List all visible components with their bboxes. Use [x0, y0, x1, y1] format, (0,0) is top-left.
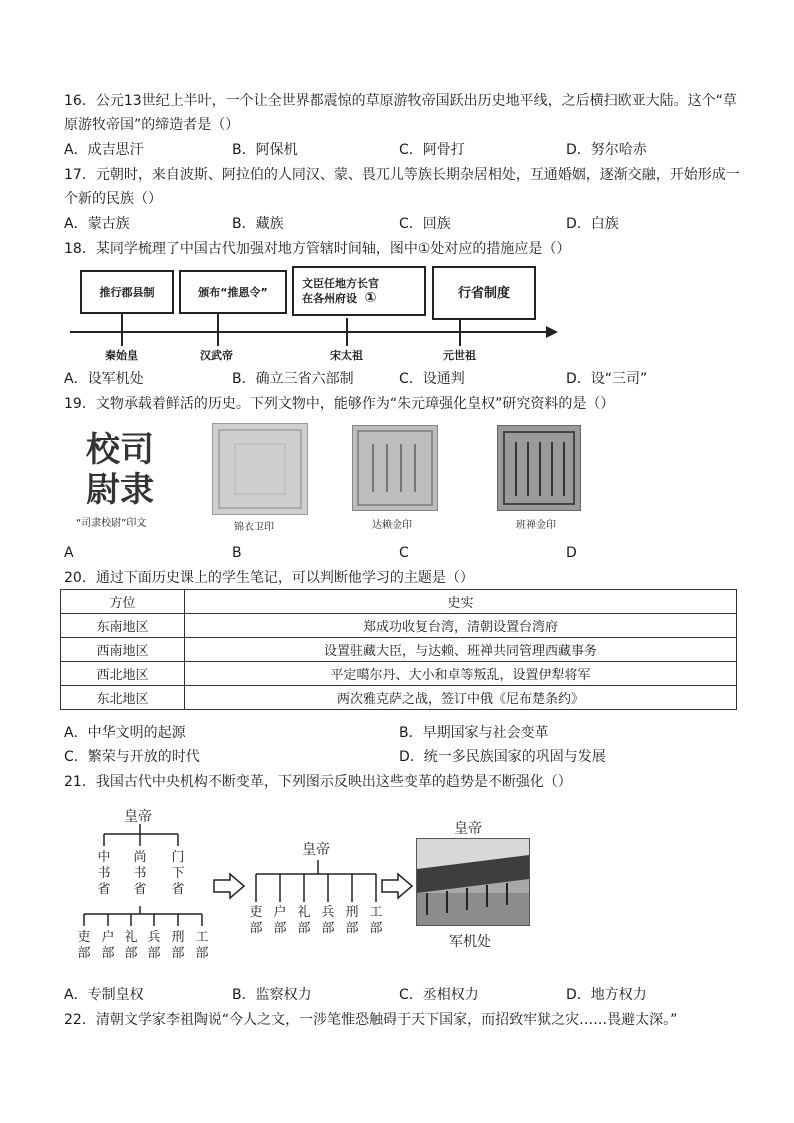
q18-option-d: D．设“三司” [566, 371, 648, 387]
q19-stem: 19．文物承载着鲜活的历史。下列文物中，能够作为“朱元璋强化皇权”研究资料的是（） [64, 396, 615, 412]
q16-option-c: C．阿骨打 [399, 142, 465, 158]
bu-lii-mid: 礼部 [297, 905, 311, 936]
caption-b: 锦衣卫印 [234, 522, 274, 533]
cell-fact: 郑成功收复台湾，清朝设置台湾府 [185, 614, 737, 638]
notes-table [60, 589, 737, 710]
caption-c: 达赖金印 [372, 520, 412, 531]
junjichu-label: 军机处 [449, 934, 491, 950]
diagram-lines [60, 800, 740, 980]
cell-direction: 东北地区 [61, 686, 185, 710]
timeline-label-yuan: 元世祖 [443, 349, 476, 362]
q18-stem: 18．某同学梳理了中国古代加强对地方管辖时间轴，图中①处对应的措施应是（） [64, 241, 571, 257]
svg-text:尉隶: 尉隶 [86, 470, 154, 509]
sheng-menxia: 门下省 [171, 850, 185, 897]
table-row [61, 662, 737, 686]
q16-option-a: A．成吉思汗 [64, 142, 144, 158]
q20-option-d: D．统一多民族国家的巩固与发展 [399, 749, 606, 765]
emperor-left: 皇帝 [124, 809, 152, 825]
q17-option-b: B．藏族 [232, 216, 284, 232]
table-row [61, 614, 737, 638]
seal-silixiaowei-image [72, 423, 168, 509]
cell-direction: 西南地区 [61, 638, 185, 662]
q17-option-d: D．白族 [566, 216, 619, 232]
q20-option-a: A．中华文明的起源 [64, 725, 186, 741]
bu-gong-mid: 工部 [369, 905, 383, 936]
q20-option-b: B．早期国家与社会变革 [399, 725, 549, 741]
bu-li-mid: 吏部 [249, 905, 263, 936]
q18-option-a: A．设军机处 [64, 371, 144, 387]
q18-option-c: C．设通判 [399, 371, 465, 387]
table-header-row [61, 590, 737, 614]
q17-option-c: C．回族 [399, 216, 451, 232]
q18-option-b: B．确立三省六部制 [232, 371, 354, 387]
emperor-middle: 皇帝 [302, 842, 330, 858]
table-row [61, 686, 737, 710]
bu-xing-left: 刑部 [171, 930, 185, 961]
timeline-label-qin: 秦始皇 [105, 349, 138, 362]
sheng-shangshu: 尚书省 [133, 850, 147, 897]
bu-xing-mid: 刑部 [345, 905, 359, 936]
q17-stem-line2: 个新的民族（） [64, 191, 162, 207]
table-row [61, 638, 737, 662]
seal-dalai-image [352, 425, 438, 511]
q16-option-d: D．努尔哈赤 [566, 142, 647, 158]
blank-marker: ① [364, 290, 377, 306]
bu-li-left: 吏部 [77, 930, 91, 961]
q19-option-c: C [399, 545, 409, 561]
q21-option-c: C．丞相权力 [399, 987, 479, 1003]
bu-gong-left: 工部 [195, 930, 209, 961]
q22-stem: 22．清朝文学家李祖陶说“今人之文，一涉笔惟恐触碍于天下国家，而招致牢狱之灾……畏避太深。” [64, 1012, 678, 1028]
cell-direction: 东南地区 [61, 614, 185, 638]
header-facts: 史实 [185, 590, 737, 614]
bu-bing-mid: 兵部 [321, 905, 335, 936]
q16-stem-line1: 16．公元13世纪上半叶，一个让全世界都震惊的草原游牧帝国跃出历史地平线，之后横扫欧亚大陆。这个“草 [64, 93, 737, 109]
bu-lii-left: 礼部 [124, 930, 138, 961]
q20-option-c: C．繁荣与开放的时代 [64, 749, 200, 765]
timeline-box-junxian: 推行郡县制 [80, 270, 174, 314]
cell-fact: 设置驻藏大臣，与达赖、班禅共同管理西藏事务 [185, 638, 737, 662]
caption-a: “司隶校尉”印文 [76, 518, 147, 529]
header-direction: 方位 [61, 590, 185, 614]
bu-bing-left: 兵部 [147, 930, 161, 961]
q17-stem-line1: 17．元朝时，来自波斯、阿拉伯的人同汉、蒙、畏兀儿等族长期杂居相处，互通婚姻，逐渐交融，开始形成一 [64, 167, 740, 183]
timeline-box-tuienling: 颁布“推恩令” [179, 270, 287, 314]
q16-stem-line2: 原游牧帝国”的缔造者是（） [64, 117, 240, 133]
q19-option-d: D [566, 545, 577, 561]
cell-fact: 两次雅克萨之战，签订中俄《尼布楚条约》 [185, 686, 737, 710]
q21-option-a: A．专制皇权 [64, 987, 144, 1003]
timeline-box-xingsheng: 行省制度 [432, 266, 536, 320]
svg-text:校司: 校司 [86, 430, 154, 470]
bu-hu-mid: 户部 [273, 905, 287, 936]
seal-banchan-image [497, 425, 581, 511]
q21-stem: 21．我国古代中央机构不断变革，下列图示反映出这些变革的趋势是不断强化（） [64, 774, 572, 790]
caption-d: 班禅金印 [516, 520, 556, 531]
seal-jinyiwei-image [212, 423, 308, 515]
q16-option-b: B．阿保机 [232, 142, 298, 158]
q19-option-b: B [232, 545, 242, 561]
q21-option-d: D．地方权力 [566, 987, 647, 1003]
bu-hu-left: 户部 [101, 930, 115, 961]
emperor-right: 皇帝 [454, 821, 482, 837]
q19-option-a: A [64, 545, 74, 561]
timeline-label-han: 汉武帝 [200, 349, 233, 362]
sheng-zhongshu: 中书省 [97, 850, 111, 897]
cell-direction: 西北地区 [61, 662, 185, 686]
junjichu-photo [416, 838, 530, 926]
q21-option-b: B．监察权力 [232, 987, 312, 1003]
timeline-box-song: 文臣任地方长官 在各州府设 ① [292, 266, 426, 316]
timeline-label-song: 宋太祖 [330, 349, 363, 362]
q17-option-a: A．蒙古族 [64, 216, 130, 232]
q20-stem: 20．通过下面历史课上的学生笔记，可以判断他学习的主题是（） [64, 570, 474, 586]
cell-fact: 平定噶尔丹、大小和卓等叛乱，设置伊犁将军 [185, 662, 737, 686]
